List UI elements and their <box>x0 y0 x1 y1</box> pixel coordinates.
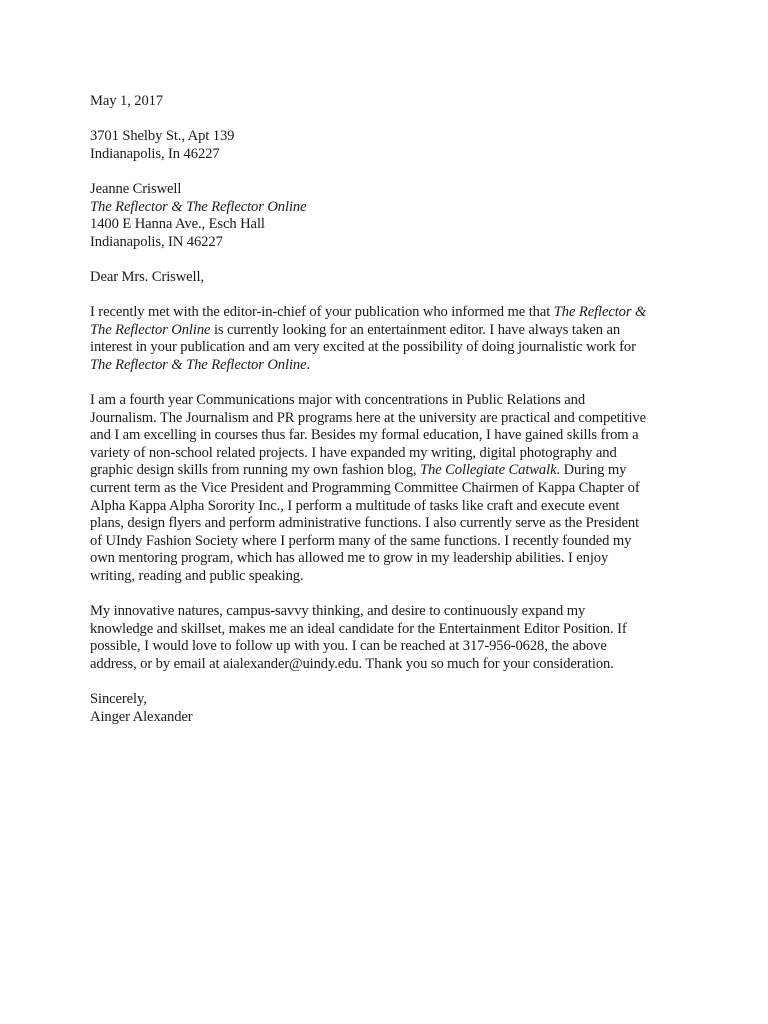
paragraph-1 <box>90 304 680 374</box>
paragraph-1-line <box>90 304 680 322</box>
paragraph-2-line: current term as the Vice President and Programming Committee Chairmen of Kappa Chapter of <box>90 480 640 497</box>
salutation-block <box>90 269 680 287</box>
text-run: is currently looking for an entertainment editor. I have always taken an <box>210 321 621 338</box>
signature: Ainger Alexander <box>90 708 193 725</box>
sender-address-line1: 3701 Shelby St., Apt 139 <box>90 128 235 145</box>
paragraph-3-line: My innovative natures, campus-savvy thinking, and desire to continuously expand my <box>90 603 586 620</box>
paragraph-3-line: possible, I would love to follow up with you. I can be reached at 317-956-0628, the above <box>90 638 607 655</box>
paragraph-2-line: variety of non-school related projects. I have expanded my writing, digital photography and <box>90 444 617 461</box>
paragraph-1-line <box>90 322 680 340</box>
italic-run: The Reflector Online <box>90 321 211 338</box>
salutation: Dear Mrs. Criswell, <box>90 268 205 285</box>
closing-block <box>90 691 680 726</box>
recipient-street: 1400 E Hanna Ave., Esch Hall <box>90 216 265 233</box>
italic-run: The Reflector & <box>553 304 647 321</box>
paragraph-2-line <box>90 462 680 480</box>
letter-date: May 1, 2017 <box>90 93 164 109</box>
text-run: I recently met with the editor-in-chief of your publication who informed me that <box>90 304 554 321</box>
closing: Sincerely, <box>90 691 147 708</box>
recipient-name: Jeanne Criswell <box>90 180 182 197</box>
paragraph-2-line: I am a fourth year Communications major with concentrations in Public Relations and <box>90 392 586 409</box>
recipient-publication <box>90 199 680 217</box>
paragraph-3-line: knowledge and skillset, makes me an ideal candidate for the Entertainment Editor Position. If <box>90 620 627 637</box>
paragraph-2-line: of UIndy Fashion Society where I perform many of the same functions. I recently founded my <box>90 532 632 549</box>
paragraph-1-line <box>90 357 680 375</box>
paragraph-2-line: plans, design flyers and perform administrative functions. I also currently serve as the President <box>90 515 640 532</box>
text-run: . <box>306 356 311 373</box>
recipient-address <box>90 181 680 251</box>
paragraph-1-line: interest in your publication and am very excited at the possibility of doing journalistic work for <box>90 339 636 356</box>
paragraph-2-line: Alpha Kappa Alpha Sorority Inc., I perform a multitude of tasks like craft and execute event <box>90 497 620 514</box>
italic-run: The Collegiate Catwalk <box>420 462 557 479</box>
sender-address <box>90 128 680 163</box>
paragraph-3 <box>90 603 680 673</box>
recipient-publication-text: The Reflector & The Reflector Online <box>90 198 307 215</box>
text-run: graphic design skills from running my own fashion blog, <box>90 462 421 479</box>
paragraph-2 <box>90 392 680 586</box>
letter-date-block <box>90 93 680 111</box>
italic-run: The Reflector & The Reflector Online <box>90 356 307 373</box>
paragraph-2-line: and I am excelling in courses thus far. Besides my formal education, I have gained skills from a <box>90 427 639 444</box>
text-run: . During my <box>556 462 627 479</box>
recipient-city: Indianapolis, IN 46227 <box>90 233 223 250</box>
paragraph-3-line: address, or by email at aialexander@uindy.edu. Thank you so much for your consideration. <box>90 656 614 672</box>
paragraph-2-line: writing, reading and public speaking. <box>90 568 304 585</box>
paragraph-2-line: own mentoring program, which has allowed me to grow in my leadership abilities. I enjoy <box>90 550 609 567</box>
sender-address-line2: Indianapolis, In 46227 <box>90 145 220 162</box>
letter-page <box>90 93 680 744</box>
paragraph-2-line: Journalism. The Journalism and PR programs here at the university are practical and competitive <box>90 409 646 426</box>
